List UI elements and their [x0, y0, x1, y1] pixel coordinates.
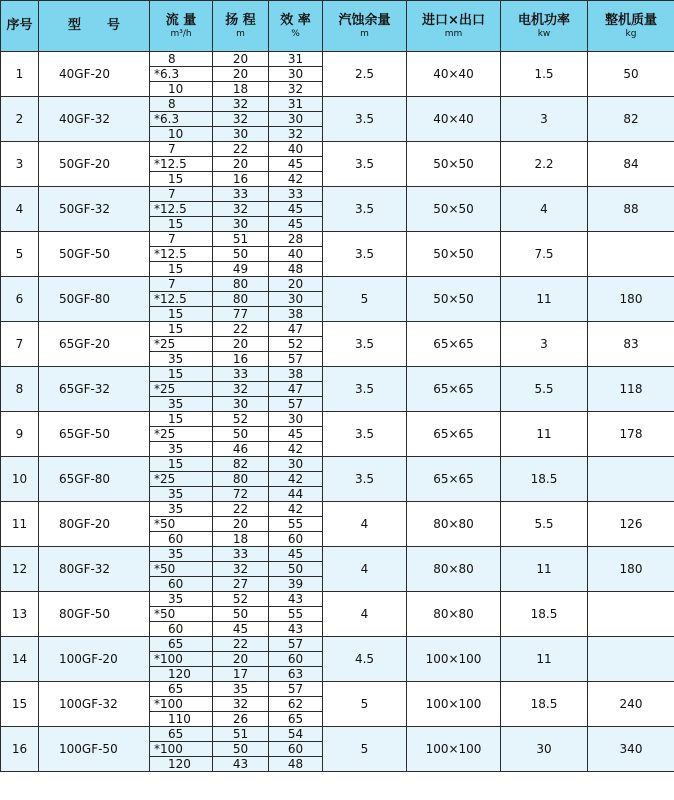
cell-flow: 15 — [150, 367, 213, 382]
cell-efficiency: 40 — [269, 142, 323, 157]
cell-flow: *100 — [150, 697, 213, 712]
table-header — [1, 1, 674, 52]
cell-efficiency: 60 — [269, 532, 323, 547]
cell-head: 20 — [213, 337, 269, 352]
header-head: 扬 程 m — [213, 1, 269, 52]
cell-weight: 84 — [588, 142, 674, 187]
cell-no: 15 — [1, 682, 39, 727]
cell-no: 2 — [1, 97, 39, 142]
cell-efficiency: 30 — [269, 412, 323, 427]
cell-model: 80GF-32 — [39, 547, 150, 592]
cell-model: 40GF-32 — [39, 97, 150, 142]
table-row — [1, 592, 674, 607]
cell-head: 45 — [213, 622, 269, 637]
cell-efficiency: 54 — [269, 727, 323, 742]
cell-efficiency: 45 — [269, 547, 323, 562]
cell-npsh: 4 — [323, 592, 407, 637]
cell-flow: 60 — [150, 577, 213, 592]
table-row — [1, 457, 674, 472]
cell-flow: *6.3 — [150, 67, 213, 82]
cell-no: 9 — [1, 412, 39, 457]
cell-npsh: 5 — [323, 727, 407, 772]
cell-head: 20 — [213, 517, 269, 532]
cell-model: 80GF-50 — [39, 592, 150, 637]
cell-head: 80 — [213, 277, 269, 292]
cell-efficiency: 43 — [269, 622, 323, 637]
cell-npsh: 3.5 — [323, 367, 407, 412]
cell-head: 50 — [213, 247, 269, 262]
cell-model: 50GF-20 — [39, 142, 150, 187]
cell-weight: 180 — [588, 277, 674, 322]
cell-inlet-outlet: 100×100 — [407, 682, 501, 727]
cell-npsh: 4 — [323, 547, 407, 592]
cell-efficiency: 60 — [269, 742, 323, 757]
cell-head: 50 — [213, 742, 269, 757]
cell-flow: *12.5 — [150, 247, 213, 262]
cell-head: 82 — [213, 457, 269, 472]
cell-efficiency: 45 — [269, 202, 323, 217]
cell-power: 18.5 — [501, 682, 588, 727]
cell-flow: 35 — [150, 442, 213, 457]
cell-head: 51 — [213, 727, 269, 742]
cell-npsh: 3.5 — [323, 97, 407, 142]
cell-no: 5 — [1, 232, 39, 277]
cell-flow: 120 — [150, 757, 213, 772]
cell-flow: 15 — [150, 307, 213, 322]
cell-npsh: 4 — [323, 502, 407, 547]
cell-flow: 60 — [150, 532, 213, 547]
cell-weight: 82 — [588, 97, 674, 142]
header-efficiency: 效 率 % — [269, 1, 323, 52]
cell-model: 80GF-20 — [39, 502, 150, 547]
cell-model: 50GF-32 — [39, 187, 150, 232]
cell-flow: 35 — [150, 397, 213, 412]
cell-efficiency: 48 — [269, 262, 323, 277]
cell-head: 80 — [213, 472, 269, 487]
cell-flow: 15 — [150, 322, 213, 337]
cell-head: 52 — [213, 412, 269, 427]
cell-inlet-outlet: 80×80 — [407, 547, 501, 592]
cell-inlet-outlet: 40×40 — [407, 97, 501, 142]
cell-flow: 35 — [150, 352, 213, 367]
cell-efficiency: 42 — [269, 172, 323, 187]
cell-inlet-outlet: 50×50 — [407, 277, 501, 322]
cell-inlet-outlet: 65×65 — [407, 322, 501, 367]
cell-flow: 35 — [150, 592, 213, 607]
cell-flow: *25 — [150, 427, 213, 442]
cell-npsh: 5 — [323, 277, 407, 322]
cell-flow: *12.5 — [150, 202, 213, 217]
cell-model: 50GF-50 — [39, 232, 150, 277]
cell-power: 18.5 — [501, 457, 588, 502]
cell-no: 7 — [1, 322, 39, 367]
cell-no: 12 — [1, 547, 39, 592]
cell-model: 65GF-20 — [39, 322, 150, 367]
cell-power: 2.2 — [501, 142, 588, 187]
cell-head: 46 — [213, 442, 269, 457]
cell-efficiency: 31 — [269, 52, 323, 67]
cell-efficiency: 57 — [269, 682, 323, 697]
cell-weight: 240 — [588, 682, 674, 727]
cell-efficiency: 50 — [269, 562, 323, 577]
cell-power: 5.5 — [501, 367, 588, 412]
cell-weight — [588, 232, 674, 277]
cell-flow: 65 — [150, 637, 213, 652]
cell-flow: 15 — [150, 262, 213, 277]
cell-efficiency: 42 — [269, 502, 323, 517]
cell-model: 65GF-32 — [39, 367, 150, 412]
cell-inlet-outlet: 50×50 — [407, 187, 501, 232]
cell-flow: 120 — [150, 667, 213, 682]
cell-efficiency: 33 — [269, 187, 323, 202]
cell-flow: 15 — [150, 412, 213, 427]
cell-inlet-outlet: 65×65 — [407, 457, 501, 502]
table-row — [1, 232, 674, 247]
cell-flow: *100 — [150, 742, 213, 757]
cell-power: 3 — [501, 97, 588, 142]
cell-head: 20 — [213, 67, 269, 82]
cell-npsh: 3.5 — [323, 142, 407, 187]
cell-flow: 7 — [150, 142, 213, 157]
cell-efficiency: 47 — [269, 322, 323, 337]
cell-flow: *50 — [150, 607, 213, 622]
cell-head: 17 — [213, 667, 269, 682]
cell-efficiency: 20 — [269, 277, 323, 292]
cell-flow: 35 — [150, 547, 213, 562]
table-row — [1, 97, 674, 112]
cell-efficiency: 47 — [269, 382, 323, 397]
cell-flow: *12.5 — [150, 157, 213, 172]
cell-efficiency: 48 — [269, 757, 323, 772]
table-row — [1, 412, 674, 427]
cell-flow: *50 — [150, 562, 213, 577]
cell-efficiency: 38 — [269, 367, 323, 382]
cell-weight: 118 — [588, 367, 674, 412]
cell-npsh: 2.5 — [323, 52, 407, 97]
cell-inlet-outlet: 50×50 — [407, 232, 501, 277]
cell-npsh: 3.5 — [323, 232, 407, 277]
cell-efficiency: 62 — [269, 697, 323, 712]
cell-head: 22 — [213, 637, 269, 652]
cell-head: 22 — [213, 322, 269, 337]
cell-head: 27 — [213, 577, 269, 592]
cell-weight: 50 — [588, 52, 674, 97]
cell-flow: 10 — [150, 82, 213, 97]
cell-weight: 180 — [588, 547, 674, 592]
cell-weight: 83 — [588, 322, 674, 367]
cell-inlet-outlet: 40×40 — [407, 52, 501, 97]
cell-efficiency: 45 — [269, 217, 323, 232]
cell-flow: 7 — [150, 277, 213, 292]
cell-no: 13 — [1, 592, 39, 637]
cell-no: 11 — [1, 502, 39, 547]
cell-efficiency: 43 — [269, 592, 323, 607]
table-row — [1, 142, 674, 157]
header-no: 序号 — [1, 1, 39, 52]
header-inlet-outlet: 进口×出口 mm — [407, 1, 501, 52]
cell-no: 4 — [1, 187, 39, 232]
cell-inlet-outlet: 80×80 — [407, 502, 501, 547]
table-row — [1, 322, 674, 337]
cell-power: 11 — [501, 547, 588, 592]
cell-no: 14 — [1, 637, 39, 682]
cell-weight: 178 — [588, 412, 674, 457]
cell-head: 22 — [213, 502, 269, 517]
cell-flow: *50 — [150, 517, 213, 532]
cell-model: 65GF-80 — [39, 457, 150, 502]
cell-inlet-outlet: 100×100 — [407, 637, 501, 682]
cell-inlet-outlet: 80×80 — [407, 592, 501, 637]
cell-head: 16 — [213, 172, 269, 187]
cell-head: 32 — [213, 697, 269, 712]
cell-power: 30 — [501, 727, 588, 772]
cell-power: 11 — [501, 412, 588, 457]
cell-power: 11 — [501, 277, 588, 322]
cell-efficiency: 63 — [269, 667, 323, 682]
cell-efficiency: 30 — [269, 112, 323, 127]
cell-head: 52 — [213, 592, 269, 607]
cell-weight — [588, 457, 674, 502]
header-npsh: 汽蚀余量 m — [323, 1, 407, 52]
cell-head: 16 — [213, 352, 269, 367]
cell-head: 32 — [213, 202, 269, 217]
cell-head: 80 — [213, 292, 269, 307]
cell-model: 100GF-32 — [39, 682, 150, 727]
cell-efficiency: 55 — [269, 607, 323, 622]
cell-head: 30 — [213, 127, 269, 142]
cell-npsh: 3.5 — [323, 457, 407, 502]
table-row — [1, 52, 674, 67]
table-row — [1, 187, 674, 202]
table-row — [1, 637, 674, 652]
cell-flow: 65 — [150, 727, 213, 742]
cell-weight: 88 — [588, 187, 674, 232]
header-power: 电机功率 kw — [501, 1, 588, 52]
cell-flow: 15 — [150, 457, 213, 472]
cell-flow: 35 — [150, 502, 213, 517]
cell-power: 7.5 — [501, 232, 588, 277]
cell-flow: 65 — [150, 682, 213, 697]
cell-head: 18 — [213, 82, 269, 97]
cell-flow: *25 — [150, 382, 213, 397]
cell-efficiency: 45 — [269, 427, 323, 442]
cell-head: 43 — [213, 757, 269, 772]
cell-flow: 10 — [150, 127, 213, 142]
cell-no: 8 — [1, 367, 39, 412]
cell-model: 50GF-80 — [39, 277, 150, 322]
cell-head: 30 — [213, 217, 269, 232]
table-body — [1, 52, 674, 772]
cell-head: 77 — [213, 307, 269, 322]
cell-efficiency: 30 — [269, 292, 323, 307]
cell-efficiency: 44 — [269, 487, 323, 502]
cell-npsh: 5 — [323, 682, 407, 727]
cell-efficiency: 30 — [269, 457, 323, 472]
cell-head: 32 — [213, 97, 269, 112]
cell-head: 20 — [213, 652, 269, 667]
cell-efficiency: 42 — [269, 442, 323, 457]
cell-flow: 110 — [150, 712, 213, 727]
cell-flow: 35 — [150, 487, 213, 502]
cell-head: 33 — [213, 187, 269, 202]
cell-head: 30 — [213, 397, 269, 412]
table-row — [1, 547, 674, 562]
cell-efficiency: 52 — [269, 337, 323, 352]
cell-flow: 15 — [150, 217, 213, 232]
cell-no: 6 — [1, 277, 39, 322]
cell-flow: 7 — [150, 187, 213, 202]
cell-efficiency: 30 — [269, 67, 323, 82]
cell-npsh: 3.5 — [323, 322, 407, 367]
cell-head: 50 — [213, 607, 269, 622]
cell-flow: 7 — [150, 232, 213, 247]
header-weight: 整机质量 kg — [588, 1, 674, 52]
cell-inlet-outlet: 100×100 — [407, 727, 501, 772]
cell-head: 50 — [213, 427, 269, 442]
table-row — [1, 502, 674, 517]
cell-head: 32 — [213, 382, 269, 397]
cell-efficiency: 65 — [269, 712, 323, 727]
cell-no: 3 — [1, 142, 39, 187]
cell-head: 18 — [213, 532, 269, 547]
cell-efficiency: 57 — [269, 352, 323, 367]
cell-efficiency: 31 — [269, 97, 323, 112]
cell-efficiency: 55 — [269, 517, 323, 532]
cell-weight: 340 — [588, 727, 674, 772]
cell-flow: *100 — [150, 652, 213, 667]
cell-power: 18.5 — [501, 592, 588, 637]
cell-npsh: 4.5 — [323, 637, 407, 682]
cell-head: 20 — [213, 52, 269, 67]
cell-flow: *25 — [150, 337, 213, 352]
table-row — [1, 367, 674, 382]
cell-power: 3 — [501, 322, 588, 367]
cell-head: 20 — [213, 157, 269, 172]
cell-head: 22 — [213, 142, 269, 157]
cell-power: 1.5 — [501, 52, 588, 97]
cell-no: 10 — [1, 457, 39, 502]
cell-efficiency: 45 — [269, 157, 323, 172]
header-model: 型 号 — [39, 1, 150, 52]
table-row — [1, 727, 674, 742]
cell-efficiency: 42 — [269, 472, 323, 487]
cell-model: 100GF-50 — [39, 727, 150, 772]
cell-head: 33 — [213, 547, 269, 562]
cell-flow: 60 — [150, 622, 213, 637]
cell-flow: *25 — [150, 472, 213, 487]
cell-flow: 8 — [150, 97, 213, 112]
cell-head: 33 — [213, 367, 269, 382]
cell-efficiency: 32 — [269, 127, 323, 142]
cell-head: 32 — [213, 562, 269, 577]
cell-weight — [588, 592, 674, 637]
cell-npsh: 3.5 — [323, 187, 407, 232]
cell-efficiency: 57 — [269, 397, 323, 412]
cell-head: 49 — [213, 262, 269, 277]
cell-head: 35 — [213, 682, 269, 697]
cell-weight — [588, 637, 674, 682]
cell-flow: *12.5 — [150, 292, 213, 307]
cell-flow: 8 — [150, 52, 213, 67]
cell-power: 11 — [501, 637, 588, 682]
cell-efficiency: 60 — [269, 652, 323, 667]
cell-model: 100GF-20 — [39, 637, 150, 682]
cell-no: 16 — [1, 727, 39, 772]
cell-efficiency: 32 — [269, 82, 323, 97]
header-flow: 流 量 m³/h — [150, 1, 213, 52]
cell-npsh: 3.5 — [323, 412, 407, 457]
cell-head: 72 — [213, 487, 269, 502]
cell-model: 40GF-20 — [39, 52, 150, 97]
cell-power: 5.5 — [501, 502, 588, 547]
cell-model: 65GF-50 — [39, 412, 150, 457]
cell-efficiency: 39 — [269, 577, 323, 592]
table-row — [1, 277, 674, 292]
cell-inlet-outlet: 65×65 — [407, 367, 501, 412]
cell-no: 1 — [1, 52, 39, 97]
table-row — [1, 682, 674, 697]
cell-efficiency: 57 — [269, 637, 323, 652]
cell-efficiency: 40 — [269, 247, 323, 262]
cell-head: 32 — [213, 112, 269, 127]
cell-head: 26 — [213, 712, 269, 727]
cell-flow: *6.3 — [150, 112, 213, 127]
cell-power: 4 — [501, 187, 588, 232]
cell-efficiency: 38 — [269, 307, 323, 322]
cell-efficiency: 28 — [269, 232, 323, 247]
cell-weight: 126 — [588, 502, 674, 547]
cell-head: 51 — [213, 232, 269, 247]
cell-inlet-outlet: 65×65 — [407, 412, 501, 457]
cell-flow: 15 — [150, 172, 213, 187]
cell-inlet-outlet: 50×50 — [407, 142, 501, 187]
